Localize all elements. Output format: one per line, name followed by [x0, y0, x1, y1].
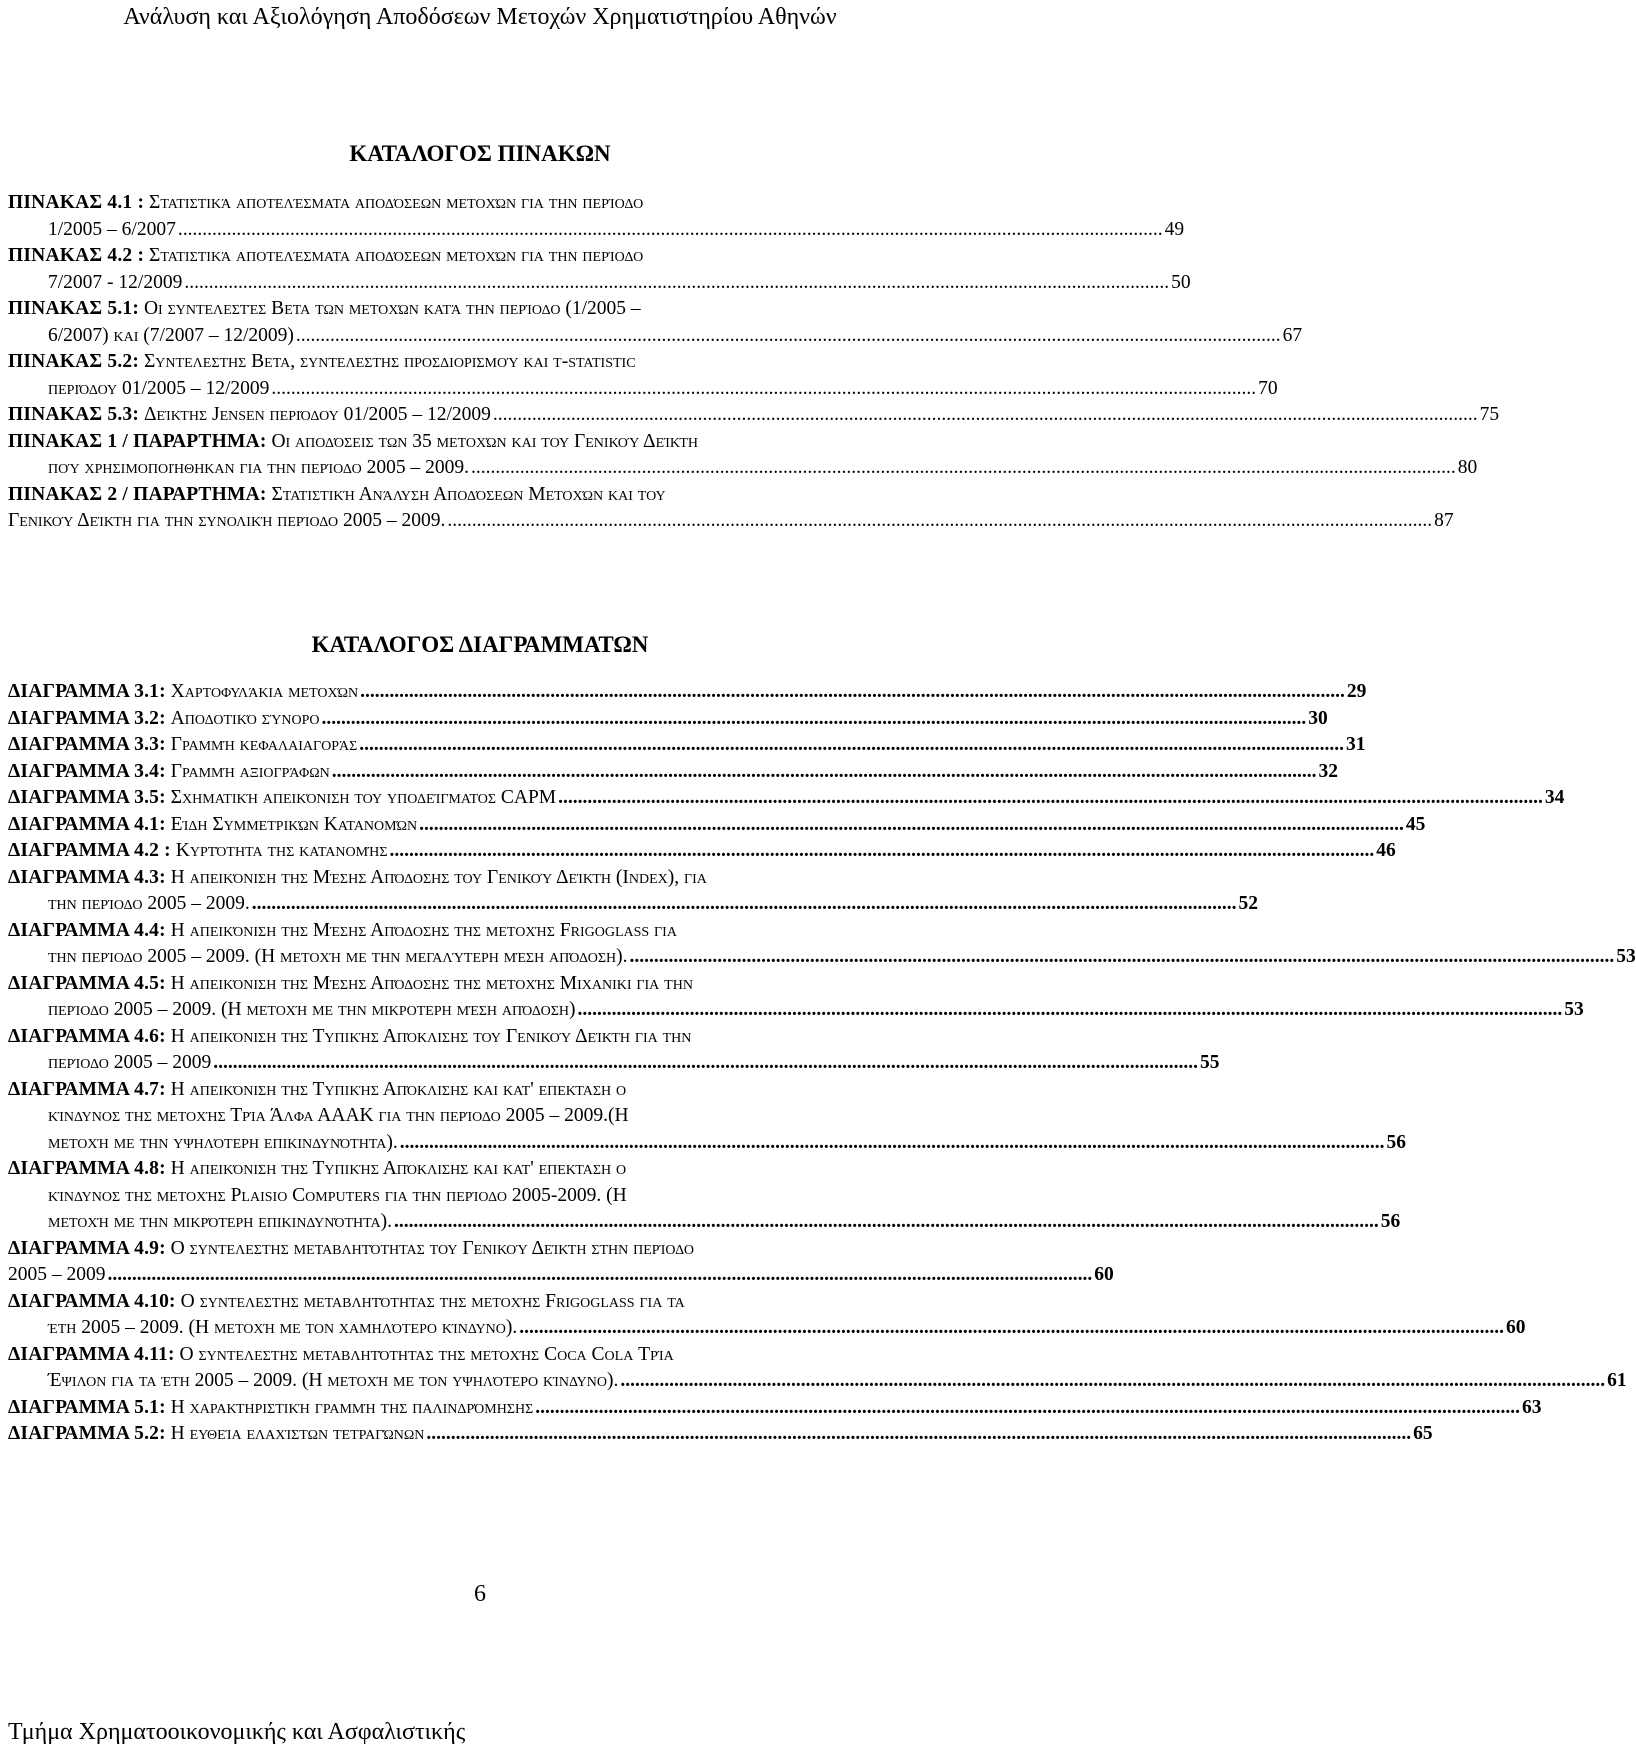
- entry-label: ΔΙΑΓΡΑΜΜΑ 3.4:: [8, 760, 166, 782]
- leader-dots: ..........................................................................................................................................................................................................: [620, 1370, 1606, 1391]
- entry-title: Η ευθεία ελαχίστων τετραγώνων: [170, 1423, 425, 1444]
- figure-entry-4-2[interactable]: [8, 838, 1396, 865]
- entry-title: Δείκτης Jensen περιόδου 01/2005 – 12/2009: [143, 404, 491, 425]
- figure-entry-3-5[interactable]: [8, 785, 1565, 812]
- figure-entry-5-1[interactable]: [8, 1395, 1542, 1422]
- figure-entry-4-10[interactable]: [8, 1289, 1526, 1342]
- running-footer: Τμήμα Χρηματοοικονομικής και Ασφαλιστικής: [8, 1719, 466, 1745]
- entry-label: ΠΙΝΑΚΑΣ 2 / ΠΑΡΑΡΤΗΜΑ:: [8, 483, 267, 505]
- entry-title: Κυρτότητα της κατανομής: [175, 840, 388, 861]
- leader-dots: ..........................................................................................................................................................................................................: [519, 1317, 1504, 1338]
- leader-dots: ..........................................................................................................................................................................................................: [184, 271, 1170, 293]
- entry-title-continued: 1/2005 – 6/2007: [48, 218, 176, 240]
- figure-entry-3-1[interactable]: [8, 679, 1367, 706]
- entry-label: ΔΙΑΓΡΑΜΜΑ 4.6:: [8, 1025, 166, 1047]
- entry-title: Στατιστική Ανάλυση Αποδόσεων Μετοχών και του: [271, 483, 666, 505]
- entry-page-number: 55: [1199, 1052, 1220, 1073]
- leader-dots: ..........................................................................................................................................................................................................: [213, 1052, 1198, 1073]
- leader-dots: ..........................................................................................................................................................................................................: [419, 813, 1404, 835]
- entry-title-continued: 7/2007 - 12/2009: [48, 271, 183, 293]
- entry-page-number: 53: [1564, 999, 1584, 1020]
- entry-title: Σχηματική απεικόνιση του υποδείγματος CAPM: [170, 787, 557, 808]
- figures-list-title: ΚΑΤΑΛΟΓΟΣ ΔΙΑΓΡΑΜΜΑΤΩΝ: [311, 632, 649, 657]
- figure-entry-3-4[interactable]: [8, 759, 1338, 786]
- entry-label: ΔΙΑΓΡΑΜΜΑ 3.3:: [8, 734, 166, 755]
- table-entry-appendix-2[interactable]: [8, 482, 1454, 535]
- leader-dots: ..........................................................................................................................................................................................................: [558, 787, 1543, 808]
- entry-title: Η χαρακτηριστική γραμμή της παλινδρόμησης: [170, 1396, 534, 1418]
- entry-label: ΔΙΑΓΡΑΜΜΑ 4.9:: [8, 1237, 166, 1259]
- figure-entry-4-4[interactable]: [8, 918, 1636, 971]
- figure-entry-4-9[interactable]: [8, 1236, 1114, 1289]
- leader-dots: ..........................................................................................................................................................................................................: [177, 218, 1163, 240]
- figure-entry-3-3[interactable]: [8, 732, 1366, 759]
- entry-label: ΔΙΑΓΡΑΜΜΑ 4.4:: [8, 919, 166, 941]
- entry-label: ΔΙΑΓΡΑΜΜΑ 3.2:: [8, 707, 166, 729]
- figures-list: [8, 679, 1636, 1448]
- leader-dots: ..........................................................................................................................................................................................................: [470, 457, 1456, 478]
- leader-dots: ..........................................................................................................................................................................................................: [331, 760, 1317, 782]
- leader-dots: ..........................................................................................................................................................................................................: [360, 681, 1345, 702]
- entry-title-continued: πού χρησιμοποιήθηκαν για την περίοδο 2005 – 2009.: [48, 457, 469, 478]
- leader-dots: ..........................................................................................................................................................................................................: [251, 893, 1237, 914]
- entry-title-continued: την περίοδο 2005 – 2009. (Η μετοχή με την μεγαλύτερη μέση απόδοση).: [48, 946, 628, 967]
- entry-title-continued: μετοχή με την υψηλότερη επικινδυνότητα).: [48, 1131, 398, 1153]
- entry-title-continued: περιόδου 01/2005 – 12/2009: [48, 377, 270, 399]
- entry-label: ΠΙΝΑΚΑΣ 4.1 :: [8, 192, 145, 213]
- entry-page-number: 30: [1308, 707, 1328, 729]
- entry-title: Συντελεστης Βeta, συντελεστης προσδιορισμού και t-statistic: [143, 351, 636, 372]
- entry-page-number: 65: [1413, 1423, 1433, 1444]
- entry-page-number: 32: [1318, 760, 1338, 782]
- leader-dots: ..........................................................................................................................................................................................................: [321, 707, 1307, 729]
- entry-page-number: 31: [1346, 734, 1366, 755]
- entry-title: Η απεικόνιση της Τυπικής Απόκλισης και κατ' επεκταση ο: [170, 1158, 627, 1179]
- leader-dots: ..........................................................................................................................................................................................................: [295, 324, 1281, 346]
- tables-list-title: ΚΑΤΑΛΟΓΟΣ ΠΙΝΑΚΩΝ: [349, 141, 611, 166]
- entry-page-number: 53: [1616, 946, 1636, 967]
- entry-title-continued: κίνδυνος της μετοχής Τρία Άλφα ΑΑΑΚ για την περίοδο 2005 – 2009.(Η: [48, 1105, 629, 1126]
- entry-label: ΔΙΑΓΡΑΜΜΑ 4.1:: [8, 813, 166, 835]
- leader-dots: ..........................................................................................................................................................................................................: [577, 999, 1563, 1020]
- entry-label: ΠΙΝΑΚΑΣ 4.2 :: [8, 245, 145, 266]
- leader-dots: ..........................................................................................................................................................................................................: [629, 946, 1615, 967]
- figure-entry-5-2[interactable]: [8, 1421, 1433, 1448]
- leader-dots: ..........................................................................................................................................................................................................: [426, 1423, 1412, 1444]
- entry-page-number: 29: [1346, 681, 1367, 702]
- entry-title: Οι συντελεστές Βeta των μετοχών κατά την περίοδο (1/2005 –: [143, 298, 641, 319]
- leader-dots: ..........................................................................................................................................................................................................: [492, 404, 1478, 425]
- entry-page-number: 49: [1164, 218, 1185, 240]
- entry-label: ΔΙΑΓΡΑΜΜΑ 5.2:: [8, 1423, 166, 1444]
- table-entry-5-3[interactable]: [8, 402, 1500, 429]
- entry-title: Στατιστικά αποτελέσματα αποδόσεων μετοχών για την περίοδο: [149, 245, 644, 266]
- entry-page-number: 80: [1457, 457, 1478, 478]
- entry-title: Ο συντελεστης μεταβλητότητας της μετοχής Frigoglass για τα: [180, 1290, 685, 1312]
- figure-entry-4-7[interactable]: [8, 1077, 1406, 1157]
- entry-title-continued: περίοδο 2005 – 2009: [48, 1052, 212, 1073]
- entry-title-continued: 2005 – 2009: [8, 1264, 106, 1285]
- figure-entry-3-2[interactable]: [8, 706, 1328, 733]
- entry-label: ΔΙΑΓΡΑΜΜΑ 4.8:: [8, 1158, 166, 1179]
- entry-title: Γραμμή κεφαλαιαγοράς: [170, 734, 358, 755]
- entry-title: Αποδοτικό σύνορο: [170, 707, 320, 729]
- entry-page-number: 50: [1171, 271, 1191, 293]
- leader-dots: ..........................................................................................................................................................................................................: [399, 1131, 1385, 1153]
- entry-title: Η απεικόνιση της Τυπικής Απόκλισης του Γενικού Δείκτη για την: [170, 1025, 692, 1047]
- entry-title: Χαρτοφυλάκια μετοχών: [170, 681, 359, 702]
- table-entry-5-2[interactable]: [8, 349, 1278, 402]
- entry-page-number: 87: [1434, 510, 1454, 531]
- entry-title-continued: 6/2007) και (7/2007 – 12/2009): [48, 324, 294, 346]
- entry-label: ΠΙΝΑΚΑΣ 5.2:: [8, 351, 140, 372]
- entry-page-number: 45: [1405, 813, 1426, 835]
- entry-label: ΔΙΑΓΡΑΜΜΑ 5.1:: [8, 1396, 166, 1418]
- table-entry-appendix-1[interactable]: [8, 429, 1478, 482]
- entry-title: Η απεικόνιση της Μέσης Απόδοσης της μετοχής Μιχανικι για την: [170, 972, 693, 994]
- tables-list: [8, 190, 1500, 535]
- entry-title-continued: Έψιλον για τα έτη 2005 – 2009. (Η μετοχή με τον υψηλότερο κίνδυνο).: [48, 1370, 619, 1391]
- entry-page-number: 67: [1282, 324, 1303, 346]
- entry-label: ΠΙΝΑΚΑΣ 5.1:: [8, 298, 140, 319]
- entry-label: ΠΙΝΑΚΑΣ 5.3:: [8, 404, 140, 425]
- entry-page-number: 56: [1386, 1131, 1406, 1153]
- entry-title-continued: έτη 2005 – 2009. (Η μετοχή με τον χαμηλότερο κίνδυνο).: [48, 1317, 518, 1338]
- table-entry-4-1[interactable]: [8, 190, 1185, 243]
- running-header: Ανάλυση και Αξιολόγηση Αποδόσεων Μετοχών Χρηματιστηρίου Αθηνών: [123, 4, 837, 30]
- entry-label: ΔΙΑΓΡΑΜΜΑ 4.10:: [8, 1290, 176, 1312]
- entry-label: ΔΙΑΓΡΑΜΜΑ 3.1:: [8, 681, 166, 702]
- entry-page-number: 60: [1505, 1317, 1526, 1338]
- entry-page-number: 63: [1522, 1396, 1542, 1418]
- entry-title: Η απεικόνιση της Μέσης Απόδοσης της μετοχής Frigoglass για: [170, 919, 677, 941]
- entry-title: Γραμμή αξιογράφων: [170, 760, 330, 782]
- entry-title: Στατιστικά αποτελέσματα αποδόσεων μετοχών για την περίοδο: [149, 192, 644, 213]
- entry-page-number: 34: [1544, 787, 1565, 808]
- entry-page-number: 60: [1094, 1264, 1114, 1285]
- entry-title: Είδη Συμμετρικών Κατανομών: [170, 813, 418, 835]
- leader-dots: ..........................................................................................................................................................................................................: [394, 1211, 1379, 1232]
- entry-page-number: 75: [1479, 404, 1500, 425]
- figure-entry-4-1[interactable]: [8, 812, 1426, 839]
- figure-entry-4-6[interactable]: [8, 1024, 1220, 1077]
- table-entry-5-1[interactable]: [8, 296, 1303, 349]
- entry-label: ΔΙΑΓΡΑΜΜΑ 4.7:: [8, 1078, 166, 1100]
- leader-dots: ..........................................................................................................................................................................................................: [389, 840, 1375, 861]
- leader-dots: ..........................................................................................................................................................................................................: [271, 377, 1257, 399]
- leader-dots: ..........................................................................................................................................................................................................: [535, 1396, 1520, 1418]
- figure-entry-4-5[interactable]: [8, 971, 1584, 1024]
- entry-label: ΔΙΑΓΡΑΜΜΑ 3.5:: [8, 787, 166, 808]
- entry-page-number: 56: [1380, 1211, 1401, 1232]
- page-number: 6: [474, 1581, 486, 1607]
- entry-label: ΔΙΑΓΡΑΜΜΑ 4.11:: [8, 1343, 175, 1365]
- entry-label: ΔΙΑΓΡΑΜΜΑ 4.5:: [8, 972, 166, 994]
- entry-title-continued: την περίοδο 2005 – 2009.: [48, 893, 250, 914]
- figure-entry-4-3[interactable]: [8, 865, 1258, 918]
- figure-entry-4-8[interactable]: [8, 1156, 1401, 1236]
- entry-title-continued: περίοδο 2005 – 2009. (Η μετοχή με την μικροτερη μέση απόδοση): [48, 999, 576, 1020]
- table-entry-4-2[interactable]: [8, 243, 1191, 296]
- entry-title: Οι αποδόσεις των 35 μετοχών και του Γενικού Δείκτη: [271, 430, 699, 452]
- leader-dots: ..........................................................................................................................................................................................................: [447, 510, 1433, 531]
- leader-dots: ..........................................................................................................................................................................................................: [359, 734, 1345, 755]
- entry-label: ΠΙΝΑΚΑΣ 1 / ΠΑΡΑΡΤΗΜΑ:: [8, 430, 267, 452]
- entry-label: ΔΙΑΓΡΑΜΜΑ 4.3:: [8, 866, 166, 888]
- entry-title: Ο συντελεστης μεταβλητότητας του Γενικού Δείκτη στην περίοδο: [170, 1237, 694, 1259]
- entry-page-number: 70: [1258, 377, 1278, 399]
- entry-page-number: 52: [1238, 893, 1258, 914]
- leader-dots: ..........................................................................................................................................................................................................: [107, 1264, 1093, 1285]
- figure-entry-4-11[interactable]: [8, 1342, 1627, 1395]
- entry-title: Η απεικόνιση της Μέσης Απόδοσης του Γενικού Δείκτη (Index), για: [170, 866, 707, 888]
- entry-title-continued: Γενικού Δείκτη για την συνολική περίοδο 2005 – 2009.: [8, 510, 446, 531]
- entry-title-continued: μετοχή με την μικρότερη επικινδυνότητα).: [48, 1211, 393, 1232]
- entry-title-continued: κίνδυνος της μετοχής Plaisio Computers για την περίοδο 2005-2009. (Η: [48, 1184, 627, 1206]
- entry-title: Η απεικόνιση της Τυπικής Απόκλισης και κατ' επεκταση ο: [170, 1078, 627, 1100]
- entry-page-number: 61: [1607, 1370, 1627, 1391]
- entry-label: ΔΙΑΓΡΑΜΜΑ 4.2 :: [8, 840, 171, 861]
- entry-title: Ο συντελεστης μεταβλητότητας της μετοχής Coca Cola Τρία: [179, 1343, 674, 1365]
- entry-page-number: 46: [1376, 840, 1396, 861]
